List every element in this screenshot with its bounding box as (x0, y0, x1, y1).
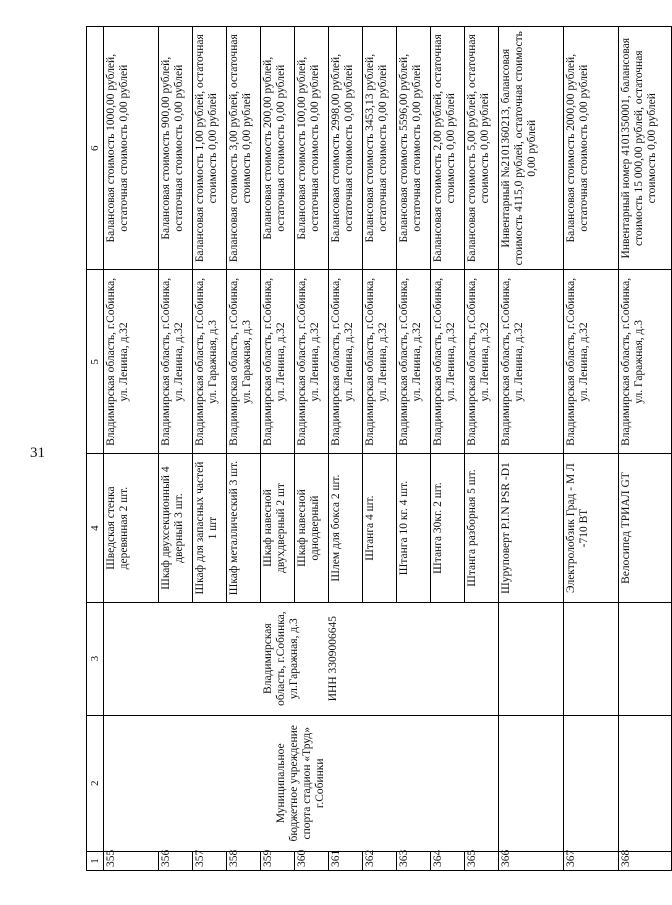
item-name: Штанга 10 кг. 4 шт. (397, 454, 431, 602)
item-name: Шведская стенка деревянная 2 шт. (104, 454, 159, 602)
item-cost-info: Балансовая стоимость 900,00 рублей, остаточная стоимость 0,00 рублей (159, 27, 193, 270)
item-cost-info: Балансовая стоимость 1,00 рублей, остаточная стоимость 0,00 рублей (193, 27, 227, 270)
row-number: 365 (465, 852, 499, 871)
property-table (86, 26, 672, 871)
item-cost-info: Балансовая стоимость 100,00 рублей, остаточная стоимость 0,00 рублей (295, 27, 329, 270)
row-number: 360 (295, 852, 329, 871)
column-number-5: 5 (87, 270, 104, 454)
item-name: Шкаф для запасных частей 1 шт (193, 454, 227, 602)
row-number: 359 (261, 852, 295, 871)
item-cost-info: Балансовая стоимость 5,00 рублей, остаточная стоимость 0,00 рублей (465, 27, 499, 270)
item-name: Шуруповерт P.I.N PSR -D1 (499, 454, 564, 602)
empty-cell (619, 715, 672, 852)
item-cost-info: Балансовая стоимость 2,00 рублей, остаточная стоимость 0,00 рублей (431, 27, 465, 270)
organization-address: Владимирская область, г.Собинка, ул.Гаражная, д.3 (262, 611, 300, 706)
table-row (619, 27, 672, 871)
row-number: 366 (499, 852, 564, 871)
row-number: 361 (329, 852, 363, 871)
column-number-1: 1 (87, 852, 104, 871)
organization-name: Муниципальное бюджетное учреждение спорта стадион «Труд» г.Собинки (104, 715, 499, 852)
item-name: Велосипед ТРИАЛ GT (619, 454, 672, 602)
item-cost-info: Инвентарный номер 4101350001, балансовая стоимость 15 000,00 рублей, остаточная стоимость 0,00 рублей (619, 27, 672, 270)
item-cost-info: Балансовая стоимость 1000,00 рублей, остаточная стоимость 0,00 рублей (104, 27, 159, 270)
row-number: 363 (397, 852, 431, 871)
item-address: Владимирская область, г.Собинка, ул. Ленина, д.32 (564, 270, 619, 454)
row-number: 364 (431, 852, 465, 871)
column-number-4: 4 (87, 454, 104, 602)
item-cost-info: Балансовая стоимость 2998,00 рублей, остаточная стоимость 0,00 рублей (329, 27, 363, 270)
item-address: Владимирская область, г.Собинка, ул. Ленина, д.32 (397, 270, 431, 454)
empty-cell (499, 715, 564, 852)
item-name: Шкаф двухсекционный 4 дверный 3 шт. (159, 454, 193, 602)
item-address: Владимирская область, г.Собинка, ул. Ленина, д.32 (329, 270, 363, 454)
item-name: Шкаф навесной однодверный (295, 454, 329, 602)
item-address: Владимирская область, г.Собинка, ул. Ленина, д.32 (499, 270, 564, 454)
item-name: Шкаф навесной двухдверный 2 шт (261, 454, 295, 602)
column-number-2: 2 (87, 715, 104, 852)
page-number: 31 (30, 445, 45, 461)
empty-cell (619, 602, 672, 715)
item-address: Владимирская область, г.Собинка, ул. Ленина, д.32 (431, 270, 465, 454)
item-name: Электролобзик Град - М Л -710 ВТ (564, 454, 619, 602)
item-cost-info: Инвентарный №2101360213, балансовая стоимость 4115,0 рублей, остаточная стоимость 0,00 рублей (499, 27, 564, 270)
header-row (87, 27, 104, 871)
item-name: Штанга 30кг. 2 шт. (431, 454, 465, 602)
row-number: 367 (564, 852, 619, 871)
item-address: Владимирская область, г.Собинка, ул. Ленина, д.32 (261, 270, 295, 454)
row-number: 362 (363, 852, 397, 871)
item-address: Владимирская область, г.Собинка, ул. Ленина, д.32 (159, 270, 193, 454)
item-address: Владимирская область, г.Собинка, ул. Гаражная, д.3 (193, 270, 227, 454)
item-cost-info: Балансовая стоимость 200,00 рублей, остаточная стоимость 0,00 рублей (261, 27, 295, 270)
table-row (564, 27, 619, 871)
row-number: 357 (193, 852, 227, 871)
item-cost-info: Балансовая стоимость 3,00 рублей, остаточная стоимость 0,00 рублей (227, 27, 261, 270)
table-row (104, 27, 159, 871)
row-number: 368 (619, 852, 672, 871)
empty-cell (499, 602, 564, 715)
item-name: Штанга разборная 5 шт. (465, 454, 499, 602)
row-number: 356 (159, 852, 193, 871)
organization-details (104, 602, 499, 715)
column-number-3: 3 (87, 602, 104, 715)
item-name: Шкаф металлический 3 шт. (227, 454, 261, 602)
empty-cell (564, 715, 619, 852)
item-cost-info: Балансовая стоимость 3453,13 рублей, остаточная стоимость 0,00 рублей (363, 27, 397, 270)
item-address: Владимирская область, г.Собинка, ул. Ленина, д.32 (104, 270, 159, 454)
spacer (301, 606, 327, 712)
item-address: Владимирская область, г.Собинка, ул. Ленина, д.32 (295, 270, 329, 454)
empty-cell (564, 602, 619, 715)
item-cost-info: Балансовая стоимость 5596,00 рублей, остаточная стоимость 0,00 рублей (397, 27, 431, 270)
row-number: 355 (104, 852, 159, 871)
item-address: Владимирская область, г.Собинка, ул. Ленина, д.32 (465, 270, 499, 454)
item-address: Владимирская область, г.Собинка, ул. Гаражная, д.3 (619, 270, 672, 454)
organization-inn: ИНН 3309006645 (327, 615, 339, 702)
rotated-table-wrapper (86, 26, 658, 871)
item-name: Штанга 4 шт. (363, 454, 397, 602)
table-row (499, 27, 564, 871)
item-name: Шлем для бокса 2 шт. (329, 454, 363, 602)
row-number: 358 (227, 852, 261, 871)
item-address: Владимирская область, г.Собинка, ул. Ленина, д.32 (363, 270, 397, 454)
item-address: Владимирская область, г.Собинка, ул. Гаражная, д.3 (227, 270, 261, 454)
item-cost-info: Балансовая стоимость 2000,00 рублей, остаточная стоимость 0,00 рублей (564, 27, 619, 270)
column-number-6: 6 (87, 27, 104, 270)
